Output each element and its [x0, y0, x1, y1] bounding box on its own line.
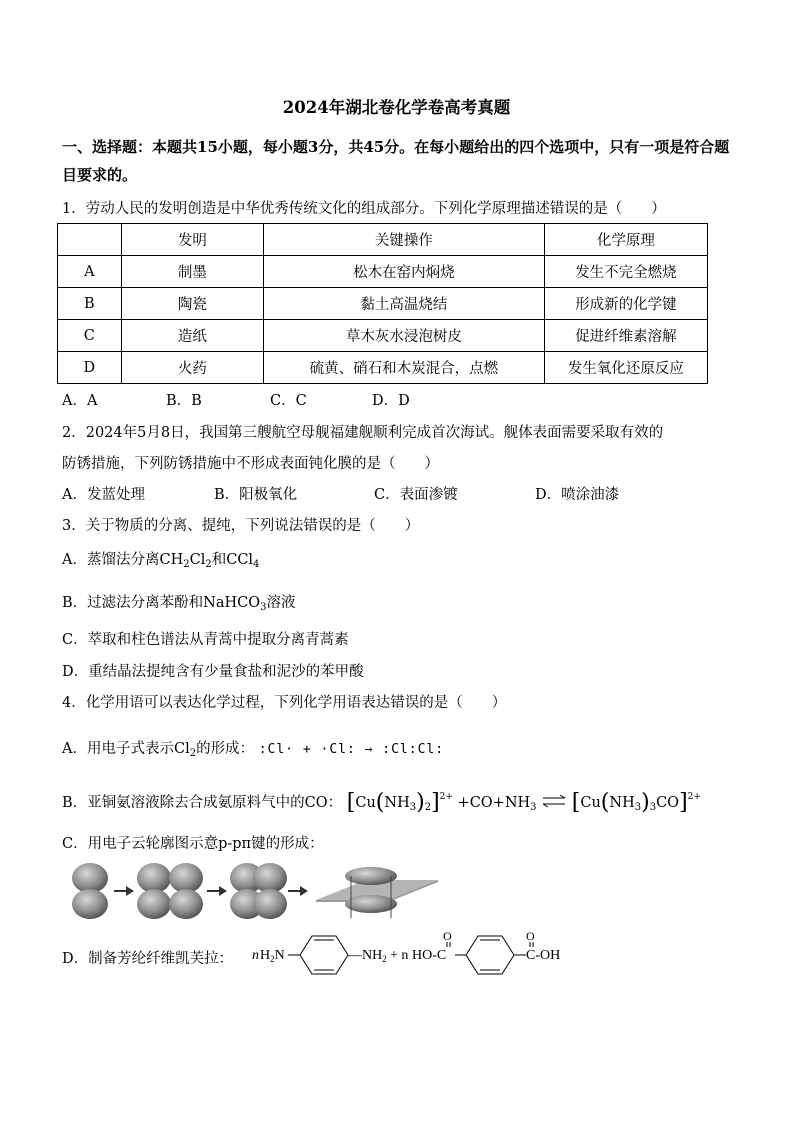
p-orbital-pair-3 [230, 863, 287, 919]
q3-option-c[interactable]: C．萃取和柱色谱法从青蒿中提取分离青蒿素 [62, 632, 349, 648]
table-header-cell: 化学原理 [544, 224, 707, 256]
pi-bond-cloud [316, 867, 438, 918]
p-orbital-pair-2 [137, 863, 203, 919]
table-cell: 黏土高温烧结 [264, 288, 545, 320]
q1-option-b[interactable]: B．B [166, 393, 202, 409]
table-header-cell [58, 224, 122, 256]
option-text: 和 [211, 552, 227, 568]
paren: ( [600, 790, 610, 815]
table-cell: C [58, 320, 122, 352]
q4-stem: 4．化学用语可以表达化学过程，下列化学用语表达错误的是（ ） [62, 695, 507, 711]
bracket: [ [571, 790, 581, 815]
table-cell: 草木灰水浸泡树皮 [264, 320, 545, 352]
table-cell: D [58, 352, 122, 384]
q2-option-a[interactable]: A．发蓝处理 [62, 487, 145, 503]
q1-option-c[interactable]: C．C [270, 393, 307, 409]
benzene-ring-icon [300, 936, 348, 974]
table-cell: 发生不完全燃烧 [544, 256, 707, 288]
table-cell: A [58, 256, 122, 288]
formula: CO [656, 795, 680, 811]
q2-option-d[interactable]: D．喷涂油漆 [535, 487, 620, 503]
subscript: 4 [253, 559, 260, 570]
table-header-row [58, 224, 708, 256]
plus-coefficient: + n [390, 948, 409, 963]
table-row [58, 256, 708, 288]
table-cell: B [58, 288, 122, 320]
benzene-ring-icon [466, 936, 514, 974]
carbonyl-oxygen: O [526, 929, 535, 943]
carboxyl-right: C-OH [526, 948, 561, 963]
bracket: ] [431, 790, 440, 815]
coefficient-n: n [252, 948, 259, 963]
section-instructions: 一、选择题：本题共15小题，每小题3分，共45分。在每小题给出的四个选项中，只有一项是符合题目要求的。 [62, 138, 730, 184]
paren: ) [641, 790, 650, 815]
q1-option-a[interactable]: A．A [62, 393, 98, 409]
q3-option-b[interactable] [62, 591, 296, 613]
subscript: 2 [205, 559, 212, 570]
q2-stem-line1: 2．2024年5月8日，我国第三艘航空母舰福建舰顺利完成首次海试。舰体表面需要采取有效的 [62, 425, 664, 441]
arrow-icon [207, 886, 227, 896]
table-cell: 制墨 [121, 256, 263, 288]
superscript: 2+ [439, 792, 453, 802]
q4-option-d[interactable]: D．制备芳纶纤维凯芙拉： [62, 951, 234, 967]
page-title: 2024年湖北卷化学卷高考真题 [282, 98, 511, 117]
table-row [58, 288, 708, 320]
option-text: 的形成： [196, 741, 255, 757]
q1-option-d[interactable]: D．D [372, 393, 410, 409]
formula: Cu [355, 795, 376, 811]
paren: ( [375, 790, 385, 815]
formula: Cl [189, 552, 206, 568]
carbonyl-oxygen: O [443, 929, 452, 943]
formula: Cl [173, 741, 190, 757]
table-header-cell: 发明 [121, 224, 263, 256]
table-cell: 促进纤维素溶解 [544, 320, 707, 352]
option-text: A．蒸馏法分离 [62, 552, 160, 568]
paren: ) [416, 790, 425, 815]
subscript: 3 [530, 802, 537, 813]
carboxyl-left: HO-C [412, 948, 447, 963]
q4-option-c[interactable]: C．用电子云轮廓图示意p-pπ键的形成： [62, 836, 324, 852]
formula: NH [384, 795, 410, 811]
q2-option-b[interactable]: B．阳极氧化 [214, 487, 298, 503]
formula: CCl [226, 552, 254, 568]
amine-group: $H_2N$ [260, 948, 285, 964]
formula: NH [609, 795, 635, 811]
q1-stem: 1．劳动人民的发明创造是中华优秀传统文化的组成部分。下列化学原理描述错误的是（ ） [62, 201, 666, 217]
table-row [58, 352, 708, 384]
formula: Cu [580, 795, 601, 811]
q2-stem-line2: 防锈措施，下列防锈措施中不形成表面钝化膜的是（ ） [62, 456, 439, 472]
arrow-icon [114, 886, 134, 896]
formula: +CO+NH [457, 795, 531, 811]
table-cell: 松木在窑内焖烧 [264, 256, 545, 288]
subscript: 3 [649, 802, 657, 813]
arrow-icon [288, 886, 308, 896]
option-text: A．用电子式表示 [62, 741, 174, 757]
table-cell: 陶瓷 [121, 288, 263, 320]
amine-group-2: $—NH_2$ [348, 948, 387, 964]
electron-dot-formula: :Cl· + ·Cl: → :Cl:Cl: [258, 742, 445, 757]
q4-option-b[interactable] [62, 790, 701, 815]
q3-option-d[interactable]: D．重结晶法提纯含有少量食盐和泥沙的苯甲酸 [62, 664, 364, 680]
option-text: B．亚铜氨溶液除去合成氨原料气中的CO： [62, 795, 343, 811]
table-cell: 火药 [121, 352, 263, 384]
formula: NaHCO [203, 595, 261, 611]
q4-option-a[interactable] [62, 737, 444, 759]
p-orbital-pair-1 [72, 863, 108, 919]
option-text: B．过滤法分离苯酚和 [62, 595, 204, 611]
kevlar-monomers-structure [250, 928, 610, 980]
subscript: 2 [183, 559, 190, 570]
p-orbital-overlap-figure [66, 860, 446, 922]
subscript: 2 [189, 748, 197, 759]
table-cell: 形成新的化学键 [544, 288, 707, 320]
table-cell: 造纸 [121, 320, 263, 352]
bracket: [ [346, 790, 356, 815]
q1-table [57, 223, 708, 384]
option-text: 溶液 [266, 595, 296, 611]
subscript: 3 [260, 602, 267, 613]
table-cell: 硫黄、硝石和木炭混合，点燃 [264, 352, 545, 384]
table-row [58, 320, 708, 352]
formula: CH [159, 552, 184, 568]
q3-option-a[interactable] [62, 548, 259, 570]
table-header-cell: 关键操作 [264, 224, 545, 256]
subscript: 3 [409, 802, 417, 813]
equilibrium-arrow-icon [541, 794, 567, 808]
subscript: 2 [424, 802, 432, 813]
superscript: 2+ [687, 792, 701, 802]
table-cell: 发生氧化还原反应 [544, 352, 707, 384]
subscript: 3 [634, 802, 642, 813]
q3-stem: 3．关于物质的分离、提纯，下列说法错误的是（ ） [62, 518, 420, 534]
q2-option-c[interactable]: C．表面渗镀 [374, 487, 458, 503]
bracket: ] [679, 790, 688, 815]
